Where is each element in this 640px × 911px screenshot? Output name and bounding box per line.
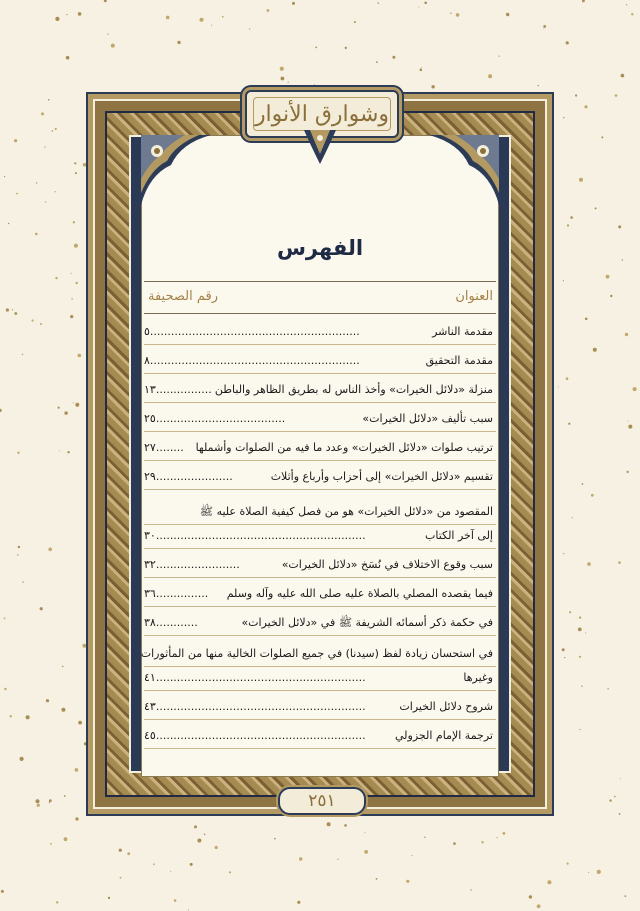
speckle bbox=[392, 56, 395, 59]
speckle bbox=[215, 846, 218, 849]
speckle bbox=[12, 309, 13, 310]
speckle bbox=[591, 494, 594, 497]
toc-entry-page: ٣٨............ bbox=[144, 616, 198, 629]
speckle bbox=[200, 18, 204, 22]
speckle bbox=[4, 688, 6, 690]
speckle bbox=[55, 277, 57, 279]
toc-entry-title: مقدمة التحقيق bbox=[425, 354, 493, 367]
speckle bbox=[75, 768, 79, 772]
row-divider bbox=[144, 373, 496, 374]
toc-entry-page: ٢٧........ bbox=[144, 441, 184, 454]
speckle bbox=[74, 162, 76, 164]
pendant-ornament-icon bbox=[300, 130, 340, 166]
speckle bbox=[211, 25, 212, 26]
speckle bbox=[327, 822, 331, 826]
speckle bbox=[562, 648, 565, 651]
row-divider bbox=[144, 577, 496, 578]
speckle bbox=[450, 13, 451, 14]
speckle bbox=[71, 298, 72, 299]
speckle bbox=[17, 554, 18, 555]
speckle bbox=[73, 221, 75, 223]
row-divider bbox=[144, 489, 496, 490]
speckle bbox=[547, 880, 551, 884]
toc-entry-title: ترتيب صلوات «دلائل الخيرات» وعدد ما فيه من الصلوات وأشملها bbox=[195, 441, 493, 454]
speckle bbox=[166, 16, 170, 20]
speckle bbox=[620, 778, 621, 779]
speckle bbox=[14, 139, 17, 142]
speckle bbox=[46, 699, 49, 702]
speckle bbox=[64, 795, 66, 797]
corner-ornament-left-icon bbox=[141, 135, 211, 205]
toc-entry-title: إلى آخر الكتاب bbox=[424, 529, 493, 542]
speckle bbox=[597, 870, 601, 874]
speckle bbox=[568, 423, 570, 425]
speckle bbox=[615, 94, 618, 97]
speckle bbox=[618, 561, 621, 564]
speckle bbox=[593, 348, 597, 352]
speckle bbox=[543, 28, 544, 29]
toc-entry-title: تقسيم «دلائل الخيرات» إلى أحزاب وأرباع وأثلاث bbox=[270, 470, 493, 483]
speckle bbox=[104, 0, 107, 2]
speckle bbox=[627, 471, 629, 473]
speckle bbox=[570, 216, 573, 219]
speckle bbox=[64, 411, 67, 414]
row-divider bbox=[144, 748, 496, 749]
row-divider bbox=[144, 635, 496, 636]
speckle bbox=[56, 901, 58, 903]
speckle bbox=[41, 112, 44, 115]
speckle bbox=[249, 28, 250, 29]
speckle bbox=[628, 425, 632, 429]
speckle bbox=[563, 553, 564, 554]
speckle bbox=[50, 843, 52, 845]
speckle bbox=[424, 2, 427, 5]
speckle bbox=[344, 824, 347, 827]
speckle bbox=[601, 136, 603, 138]
speckle bbox=[610, 295, 612, 297]
speckle bbox=[107, 34, 108, 35]
speckle bbox=[35, 233, 38, 236]
speckle bbox=[4, 617, 6, 619]
toc-entry-page: ١٣................ bbox=[144, 383, 212, 396]
speckle bbox=[36, 799, 40, 803]
toc-entry-page: ٣٢........................ bbox=[144, 558, 240, 571]
speckle bbox=[411, 855, 412, 856]
speckle bbox=[406, 880, 409, 883]
speckle bbox=[22, 581, 23, 582]
speckle bbox=[499, 56, 500, 57]
toc-entry-title: سبب تأليف «دلائل الخيرات» bbox=[362, 412, 493, 425]
speckle bbox=[607, 688, 608, 689]
speckle bbox=[315, 47, 317, 49]
speckle bbox=[188, 909, 189, 910]
speckle bbox=[626, 4, 627, 5]
speckle bbox=[585, 318, 588, 321]
row-divider bbox=[144, 690, 496, 691]
speckle bbox=[78, 354, 82, 358]
row-divider bbox=[144, 431, 496, 432]
speckle bbox=[543, 25, 546, 28]
speckle bbox=[74, 244, 78, 248]
speckle bbox=[627, 420, 628, 421]
speckle bbox=[420, 69, 423, 72]
corner-ornament-right-icon bbox=[429, 135, 499, 205]
speckle bbox=[506, 13, 509, 16]
speckle bbox=[297, 901, 300, 904]
column-header-title: العنوان bbox=[455, 289, 493, 304]
speckle bbox=[40, 607, 43, 610]
speckle bbox=[108, 897, 110, 899]
speckle bbox=[424, 837, 425, 838]
speckle bbox=[127, 852, 130, 855]
divider bbox=[144, 313, 496, 314]
toc-entry-title: فيما يقصده المصلي بالصلاة عليه صلى الله عليه وآله وسلم bbox=[226, 587, 493, 600]
speckle bbox=[20, 757, 24, 761]
speckle bbox=[14, 312, 17, 315]
toc-entry-page: ٢٩...................... bbox=[144, 470, 233, 483]
speckle bbox=[153, 863, 155, 865]
speckle bbox=[579, 616, 581, 618]
speckle bbox=[78, 12, 82, 16]
speckle bbox=[625, 333, 628, 336]
speckle bbox=[595, 207, 597, 209]
speckle bbox=[456, 13, 460, 17]
speckle bbox=[17, 452, 19, 454]
speckle bbox=[52, 130, 53, 131]
row-divider bbox=[144, 344, 496, 345]
speckle bbox=[40, 323, 42, 325]
toc-entry-title: وغيرها bbox=[463, 671, 493, 684]
book-title: وشوارق الأنوار bbox=[254, 101, 390, 127]
speckle bbox=[364, 832, 365, 833]
toc-entry-page: ٨............................................................ bbox=[144, 354, 360, 367]
speckle bbox=[537, 904, 541, 908]
speckle bbox=[54, 191, 55, 192]
speckle bbox=[496, 837, 497, 838]
speckle bbox=[4, 176, 5, 177]
speckle bbox=[488, 74, 492, 78]
speckle bbox=[364, 850, 368, 854]
speckle bbox=[453, 842, 456, 845]
speckle bbox=[1, 890, 4, 893]
toc-entry-page: ٤٣............................................................ bbox=[144, 700, 366, 713]
speckle bbox=[588, 872, 589, 873]
speckle bbox=[567, 863, 569, 865]
speckle bbox=[18, 546, 20, 548]
speckle bbox=[619, 813, 621, 815]
row-divider bbox=[144, 548, 496, 549]
speckle bbox=[48, 99, 50, 101]
speckle bbox=[111, 44, 115, 48]
speckle bbox=[538, 85, 539, 86]
speckle bbox=[190, 863, 193, 866]
speckle bbox=[70, 273, 71, 274]
toc-entry-page: ٥............................................................ bbox=[144, 325, 360, 338]
toc-entry-page: ٤١............................................................ bbox=[144, 671, 366, 684]
speckle bbox=[575, 94, 577, 96]
speckle bbox=[174, 899, 177, 902]
toc-entry-title: في حكمة ذكر أسمائه الشريفة ﷺ في «دلائل الخيرات» bbox=[241, 616, 493, 629]
speckle bbox=[345, 47, 347, 49]
speckle bbox=[66, 14, 68, 16]
speckle bbox=[36, 182, 37, 183]
speckle bbox=[49, 799, 52, 802]
speckle bbox=[621, 74, 625, 78]
speckle bbox=[431, 85, 434, 88]
speckle bbox=[566, 377, 569, 380]
speckle bbox=[6, 308, 9, 311]
speckle bbox=[170, 871, 171, 872]
speckle bbox=[587, 562, 591, 566]
speckle bbox=[75, 403, 79, 407]
speckle bbox=[578, 628, 582, 632]
speckle bbox=[48, 548, 52, 552]
speckle bbox=[579, 729, 580, 730]
speckle bbox=[37, 804, 40, 807]
speckle bbox=[421, 67, 422, 68]
toc-entry-page: ٣٠............................................................ bbox=[144, 529, 366, 542]
speckle bbox=[376, 878, 378, 880]
speckle bbox=[61, 708, 65, 712]
page-number: ٢٥١ bbox=[278, 787, 366, 815]
row-divider bbox=[144, 719, 496, 720]
speckle bbox=[44, 146, 45, 147]
speckle bbox=[10, 715, 12, 717]
speckle bbox=[288, 82, 289, 83]
speckle bbox=[558, 387, 559, 388]
speckle bbox=[563, 117, 564, 118]
speckle bbox=[45, 201, 46, 202]
toc-entry-title: ترجمة الإمام الجزولي bbox=[395, 729, 493, 742]
row-divider bbox=[144, 606, 496, 607]
speckle bbox=[354, 21, 356, 23]
speckle bbox=[563, 280, 564, 281]
speckle bbox=[67, 451, 69, 453]
speckle bbox=[55, 17, 59, 21]
speckle bbox=[579, 656, 581, 658]
speckle bbox=[64, 837, 68, 841]
speckle bbox=[70, 315, 73, 318]
speckle bbox=[470, 889, 472, 891]
speckle bbox=[582, 483, 584, 485]
speckle bbox=[299, 857, 302, 860]
speckle bbox=[73, 402, 74, 403]
speckle bbox=[609, 799, 611, 801]
row-divider bbox=[144, 666, 496, 667]
speckle bbox=[281, 77, 285, 81]
speckle bbox=[119, 849, 122, 852]
speckle bbox=[197, 839, 201, 843]
speckle bbox=[194, 825, 197, 828]
speckle bbox=[314, 84, 315, 85]
divider bbox=[144, 281, 496, 282]
speckle bbox=[0, 409, 2, 412]
toc-entry-page: ٣٦............... bbox=[144, 587, 209, 600]
speckle bbox=[529, 895, 532, 898]
speckle bbox=[31, 319, 33, 321]
speckle bbox=[376, 61, 378, 63]
speckle bbox=[22, 354, 24, 356]
speckle bbox=[633, 387, 637, 391]
speckle bbox=[62, 666, 64, 668]
toc-entry-title: في استحسان زيادة لفظ (سيدنا) في جميع الصلوات الخالية منها من المأثورات bbox=[140, 647, 493, 660]
speckle bbox=[222, 16, 224, 18]
speckle bbox=[78, 721, 82, 725]
speckle bbox=[55, 128, 57, 130]
speckle bbox=[204, 834, 206, 836]
toc-entry-title: سبب وقوع الاختلاف في نُسَخ «دلائل الخيرات» bbox=[281, 558, 493, 571]
speckle bbox=[418, 7, 419, 8]
row-divider bbox=[144, 402, 496, 403]
speckle bbox=[267, 9, 270, 12]
speckle bbox=[585, 633, 586, 634]
speckle bbox=[631, 13, 633, 15]
speckle bbox=[229, 871, 231, 873]
speckle bbox=[377, 2, 379, 4]
column-header-page: رقم الصحيفة bbox=[148, 289, 218, 304]
speckle bbox=[16, 193, 18, 195]
toc-entry-page: ٤٥............................................................ bbox=[144, 729, 366, 742]
row-divider bbox=[144, 460, 496, 461]
toc-entry-title: مقدمة الناشر bbox=[432, 325, 493, 338]
speckle bbox=[614, 796, 616, 798]
speckle bbox=[579, 178, 583, 182]
speckle bbox=[280, 67, 284, 71]
speckle bbox=[66, 56, 70, 60]
speckle bbox=[584, 105, 587, 108]
speckle bbox=[622, 259, 623, 260]
speckle bbox=[581, 686, 582, 687]
speckle bbox=[75, 817, 78, 820]
speckle bbox=[624, 895, 626, 897]
speckle bbox=[618, 225, 621, 228]
speckle bbox=[481, 841, 483, 843]
speckle bbox=[337, 859, 338, 860]
speckle bbox=[564, 657, 565, 658]
speckle bbox=[76, 282, 78, 284]
speckle bbox=[582, 0, 585, 2]
speckle bbox=[75, 172, 77, 174]
speckle bbox=[569, 611, 571, 613]
speckle bbox=[59, 450, 60, 451]
speckle bbox=[572, 517, 573, 518]
speckle bbox=[292, 2, 295, 5]
toc-entry-title: المقصود من «دلائل الخيرات» هو من فصل كيفية الصلاة عليه ﷺ bbox=[199, 505, 493, 518]
toc-entry-page: ٢٥..................................... bbox=[144, 412, 286, 425]
speckle bbox=[26, 715, 30, 719]
row-divider bbox=[144, 524, 496, 525]
toc-entry-title: منزلة «دلائل الخيرات» وأخذ الناس له بطريق الظاهر والباطن bbox=[214, 383, 493, 396]
speckle bbox=[566, 41, 569, 44]
speckle bbox=[274, 838, 276, 840]
speckle bbox=[606, 275, 610, 279]
speckle bbox=[8, 223, 9, 224]
page-title: الفهرس bbox=[276, 236, 364, 260]
speckle bbox=[49, 802, 50, 803]
toc-entry-title: شروح دلائل الخيرات bbox=[399, 700, 493, 713]
speckle bbox=[503, 832, 506, 835]
speckle bbox=[58, 407, 60, 409]
speckle bbox=[177, 41, 180, 44]
speckle bbox=[567, 224, 569, 226]
speckle bbox=[120, 877, 122, 879]
